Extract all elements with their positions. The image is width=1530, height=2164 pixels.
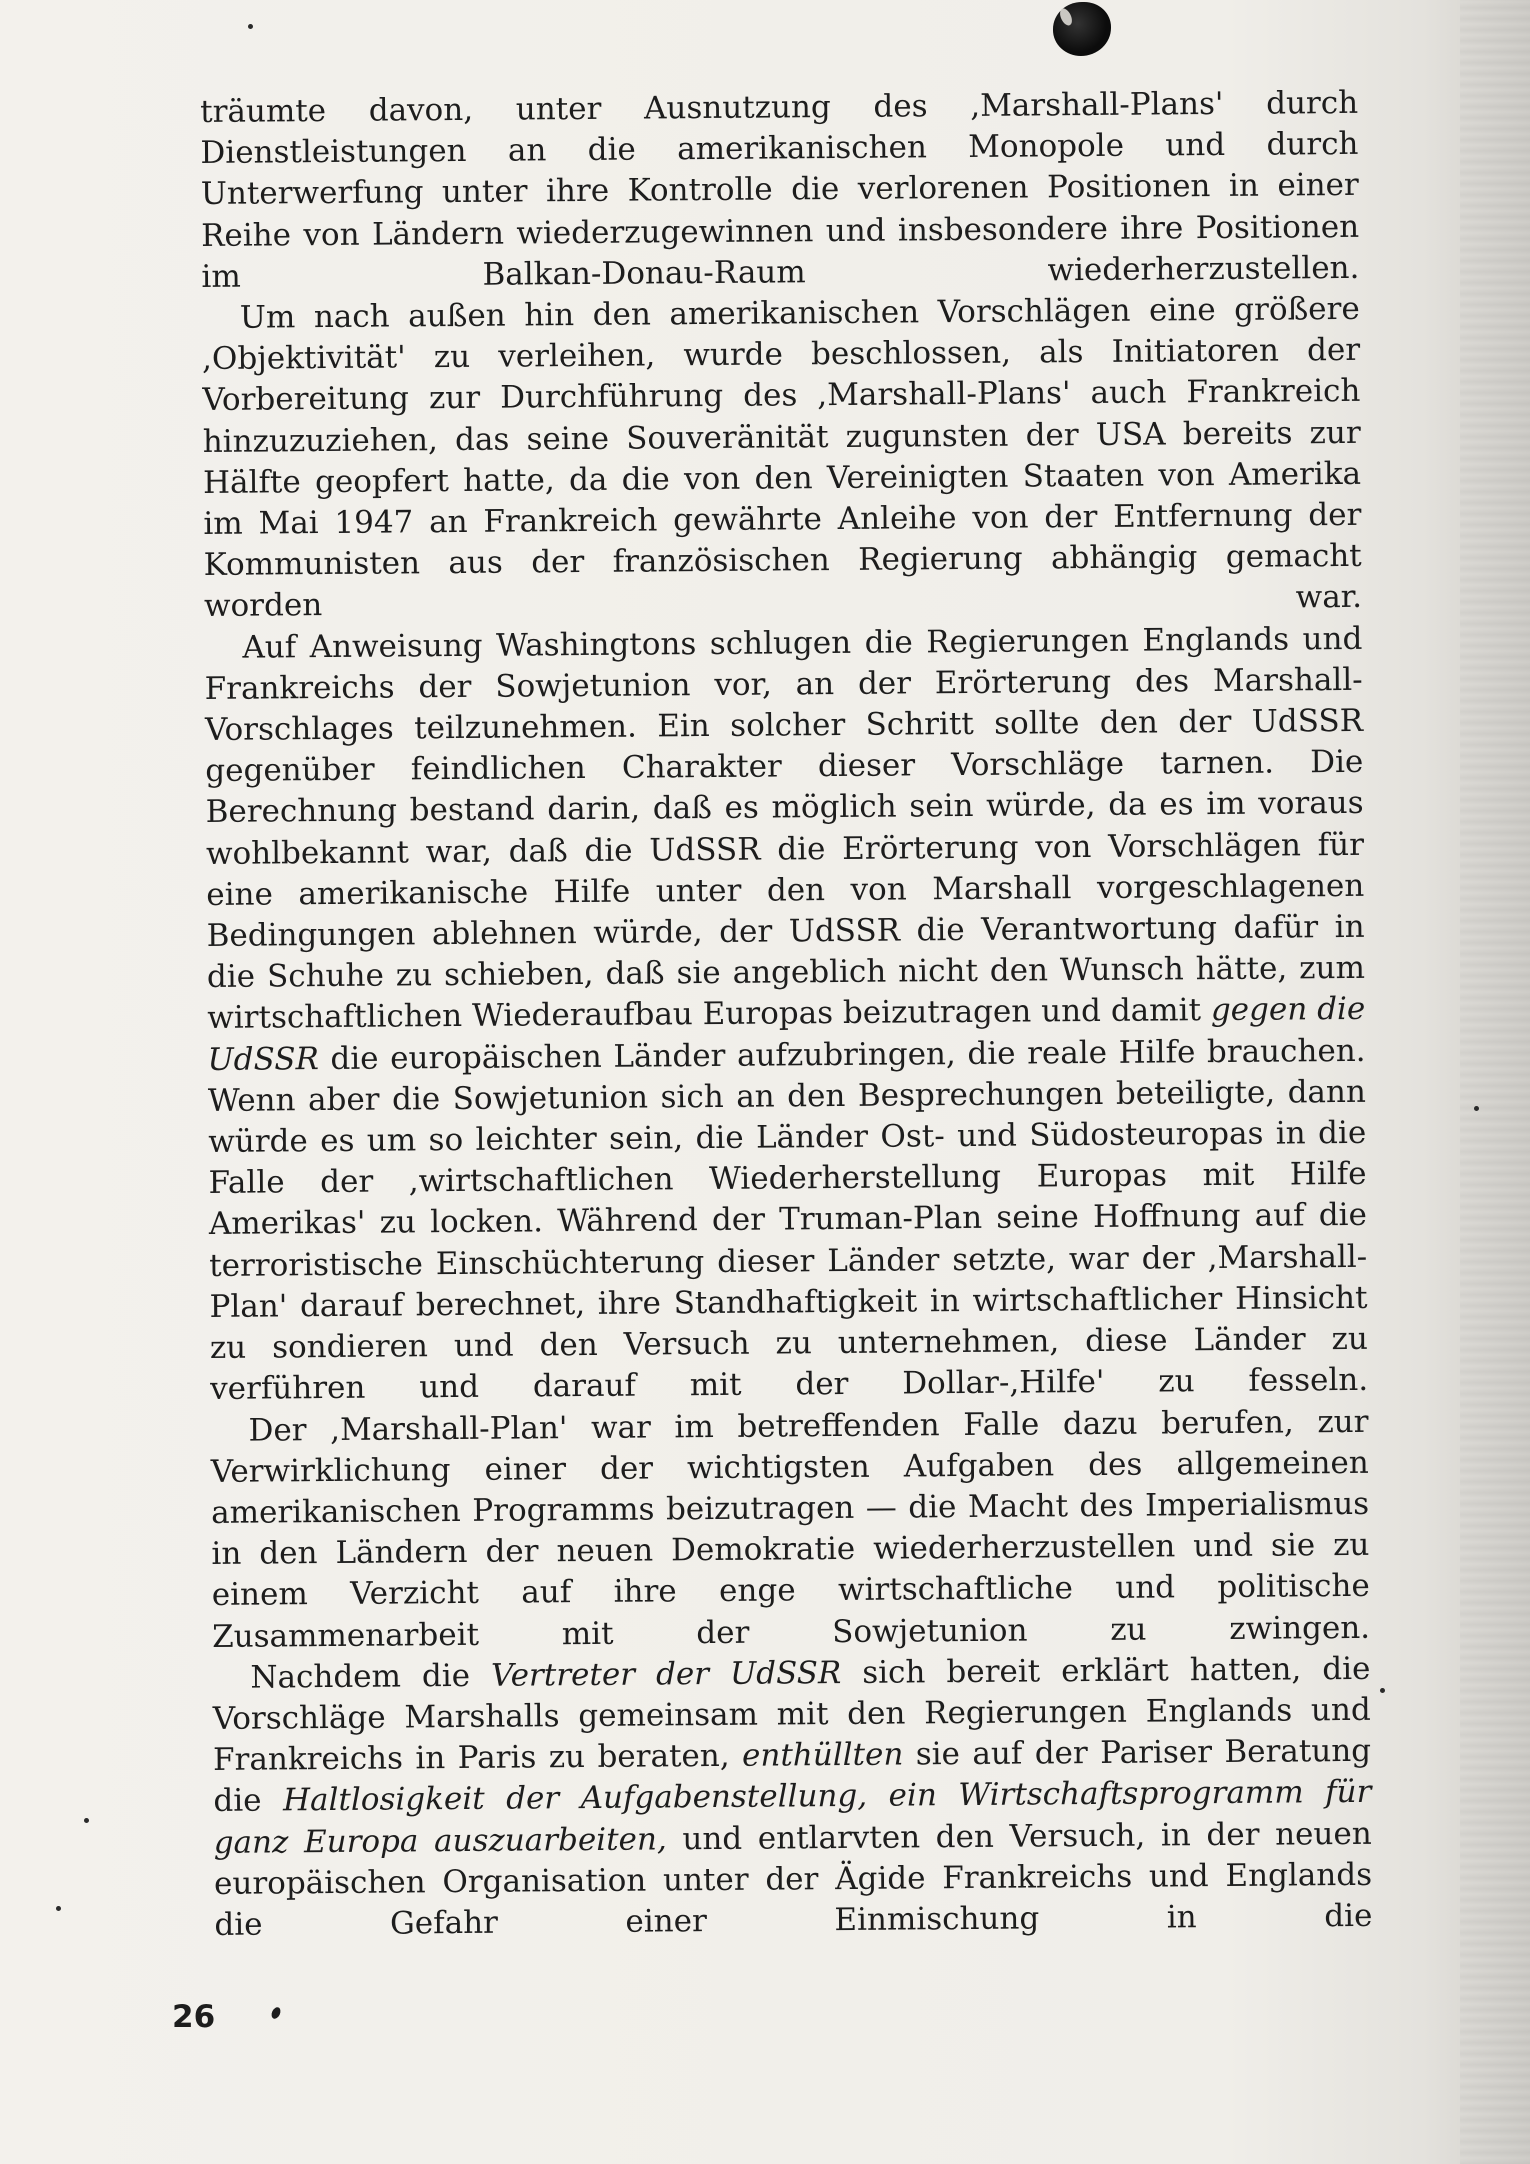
paragraph-text: die europäischen Länder aufzubringen, die reale Hilfe brauchen. Wenn aber die Sowjetunion sich an den Besprechungen beteiligte, dann würde es um so leichter sein, die Länder Ost- und Südosteuropas in die Falle der ,wirtschaftlichen Wiederherstellung Europas mit Hilfe Amerikas' zu locken. Während der Truman-Plan seine Hoffnung auf die terroristische Einschüchterung dieser Länder setzte, war der ,Marshall-Plan' darauf berechnet, ihre Standhaftigkeit in wirtschaftlicher Hinsicht zu sondieren und den Versuch zu unternehmen, diese Länder zu verführen und darauf mit der Dollar-,Hilfe' zu fesseln. <box>207 1032 1369 1408</box>
paragraph-text: Der ,Marshall-Plan' war im betreffenden Falle dazu berufen, zur Verwirklichung einer der wichtigsten Aufgaben des allgemeinen amerikanischen Programms beizutragen — die Macht des Imperialismus in den Ländern der neuen Demokratie wiederherzustellen und sie zu einem Verzicht auf ihre enge wirtschaftliche und politische Zusammenarbeit mit der Sowjetunion zu zwingen. <box>210 1403 1371 1655</box>
paragraph <box>204 619 1368 1411</box>
ink-speck <box>1474 1106 1479 1111</box>
italic-emphasis-text: enthüllten <box>741 1736 904 1774</box>
paragraph-text: und entlarvten den Versuch, in der neuen europäischen Organisation unter der Ägide Frankreichs und Englands die Gefahr einer Einmischung in die <box>213 1815 1373 1943</box>
italic-emphasis-text: Haltlosigkeit der Aufgabenstellung, ein Wirtschaftsprogramm für ganz Europa auszuarbeiten, <box>213 1774 1372 1861</box>
page-number: 26 <box>172 1999 216 2035</box>
italic-emphasis-text: Vertreter der UdSSR <box>490 1654 842 1694</box>
italic-emphasis-text: gegen die UdSSR <box>207 991 1366 1078</box>
ink-speck <box>270 2006 282 2020</box>
paragraph <box>202 289 1363 628</box>
ink-speck <box>1380 1688 1385 1693</box>
paragraph-text: Nachdem die <box>250 1657 492 1696</box>
paragraph-text: Auf Anweisung Washingtons schlugen die Regierungen Englands und Frankreichs der Sowjetunion vor, an der Erörterung des Marshall-Vorschlages teilzunehmen. Ein solcher Schritt sollte den der UdSSR gegenüber feindlichen Charakter dieser Vorschläge tarnen. Die Berechnung bestand darin, daß es möglich sein würde, da es im voraus wohlbekannt war, daß die UdSSR die Erörterung von Vorschlägen für eine amerikanische Hilfe unter den von Marshall vorgeschlagenen Bedingungen ablehnen würde, der UdSSR die Verantwortung dafür in die Schuhe zu schieben, daß sie angeblich nicht den Wunsch hätte, zum wirtschaftlichen Wiederaufbau Europas beizutragen und damit <box>204 620 1366 1037</box>
ink-speck <box>84 1818 89 1823</box>
scan-edge-shadow <box>1460 0 1530 2164</box>
ink-speck <box>56 1906 61 1911</box>
paragraph-text: sie auf der Pariser Beratung die <box>213 1732 1372 1820</box>
body-text <box>200 83 1373 1946</box>
paragraph <box>210 1401 1370 1657</box>
ink-blot <box>1053 2 1111 56</box>
ink-speck <box>248 24 253 29</box>
paragraph-text: Um nach außen hin den amerikanischen Vorschlägen eine größere ,Objektivität' zu verleihen, wurde beschlossen, als Initiatoren der Vorbereitung zur Durchführung des ,Marshall-Plans' auch Frankreich hinzuzuziehen, das seine Souveränität zugunsten der USA bereits zur Hälfte geopfert hatte, da die von den Vereinigten Staaten von Amerika im Mai 1947 an Frankreich gewährte Anleihe von der Entfernung der Kommunisten aus der französischen Regierung abhängig gemacht worden war. <box>201 290 1363 625</box>
paragraph-text: träumte davon, unter Ausnutzung des ,Marshall-Plans' durch Dienstleistungen an die amerikanischen Monopole und durch Unterwerfung unter ihre Kontrolle die verlorenen Positionen in einer Reihe von Ländern wiederzugewinnen und insbesondere ihre Positionen im Balkan-Donau-Raum wiederherzustellen. <box>200 84 1360 295</box>
paragraph <box>200 83 1360 298</box>
paragraph <box>212 1649 1372 1947</box>
paragraph-text: sich bereit erklärt hatten, die Vorschläge Marshalls gemeinsam mit den Regierungen Englands und Frankreichs in Paris zu beraten, <box>212 1650 1371 1779</box>
